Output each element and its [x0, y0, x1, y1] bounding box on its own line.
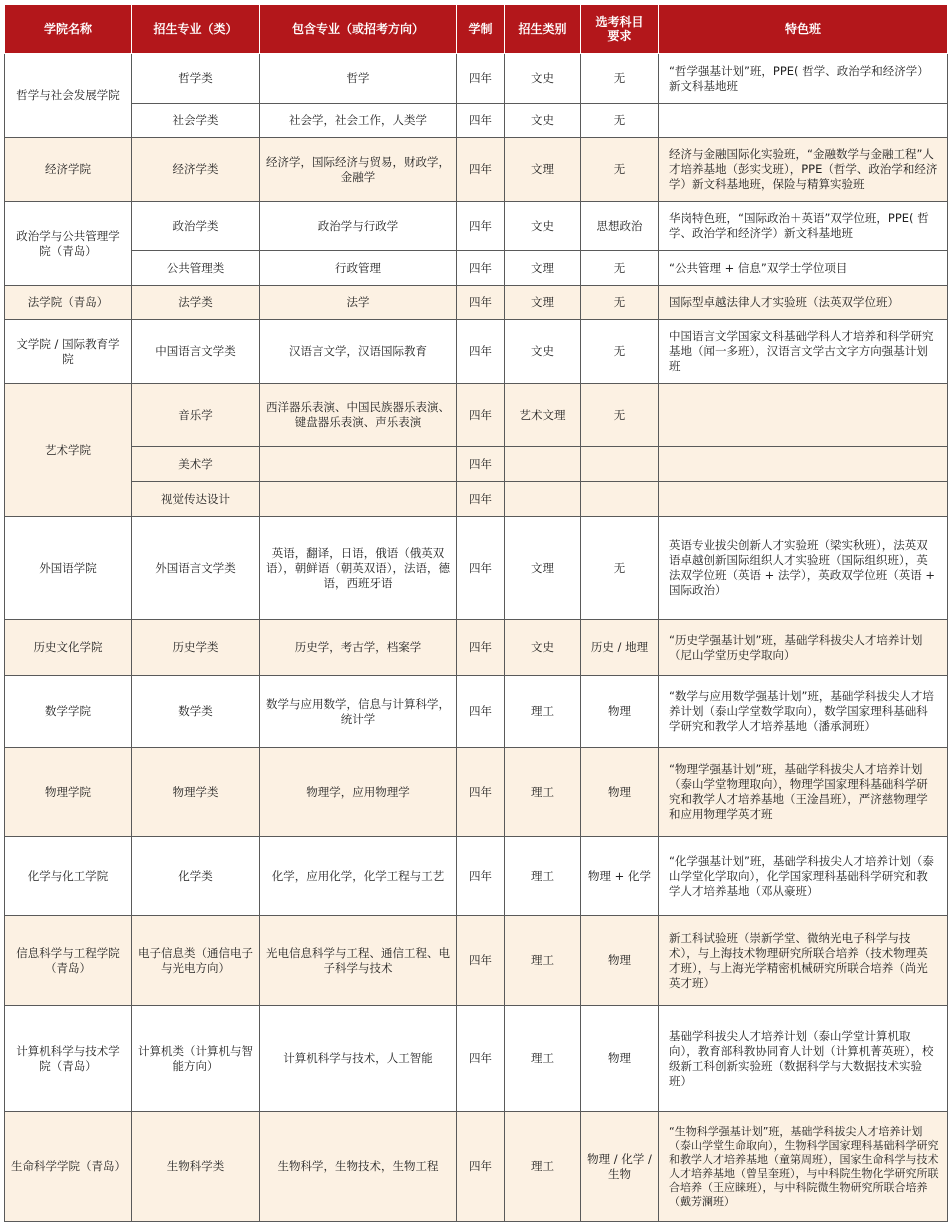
includes-cell: [260, 482, 457, 517]
header-category: 招生类别: [505, 5, 581, 54]
major-cell: 电子信息类（通信电子与光电方向）: [132, 916, 260, 1006]
category-cell: 文史: [505, 104, 581, 138]
includes-cell: 物理学，应用物理学: [260, 748, 457, 837]
subjects-cell: 无: [581, 138, 659, 202]
major-cell: 物理学类: [132, 748, 260, 837]
feature-cell: “公共管理 + 信息”双学士学位项目: [659, 251, 948, 286]
table-row: [5, 54, 948, 104]
header-college: 学院名称: [5, 5, 132, 54]
college-cell: 艺术学院: [5, 384, 132, 517]
major-cell: 哲学类: [132, 54, 260, 104]
admissions-table: [4, 4, 948, 1222]
duration-cell: 四年: [457, 1112, 505, 1222]
includes-cell: 汉语言文学，汉语国际教育: [260, 320, 457, 384]
feature-cell: “哲学强基计划”班，PPE( 哲学、政治学和经济学）新文科基地班: [659, 54, 948, 104]
duration-cell: 四年: [457, 138, 505, 202]
major-cell: 法学类: [132, 286, 260, 320]
duration-cell: 四年: [457, 54, 505, 104]
feature-cell: 华岗特色班，“国际政治＋英语”双学位班，PPE( 哲学、政治学和经济学）新文科基地班: [659, 202, 948, 251]
duration-cell: 四年: [457, 251, 505, 286]
feature-cell: 新工科试验班（崇新学堂、微纳光电子科学与技术），与上海技术物理研究所联合培养（技术物理英才班），与上海光学精密机械研究所联合培养（尚光英才班）: [659, 916, 948, 1006]
table-row: [5, 251, 948, 286]
major-cell: 数学类: [132, 676, 260, 748]
includes-cell: [260, 447, 457, 482]
includes-cell: 政治学与行政学: [260, 202, 457, 251]
duration-cell: 四年: [457, 916, 505, 1006]
feature-cell: 中国语言文学国家文科基础学科人才培养和科学研究基地（闻一多班），汉语言文学古文字方向强基计划班: [659, 320, 948, 384]
category-cell: 理工: [505, 1112, 581, 1222]
duration-cell: 四年: [457, 748, 505, 837]
table-row: [5, 104, 948, 138]
college-cell: 生命科学学院（青岛）: [5, 1112, 132, 1222]
college-cell: 哲学与社会发展学院: [5, 54, 132, 138]
subjects-cell: 物理 / 化学 / 生物: [581, 1112, 659, 1222]
category-cell: 文理: [505, 286, 581, 320]
includes-cell: 历史学，考古学，档案学: [260, 620, 457, 676]
feature-cell: “生物科学强基计划”班，基础学科拔尖人才培养计划（泰山学堂生命取向），生物科学国家理科基础科学研究和教学人才培养基地（童第周班），国家生命科学与技术人才培养基地（曾呈奎班），与中科院生物化学研究所联合培养（王应睐班），与中科院微生物研究所联合培养（戴芳澜班）: [659, 1112, 948, 1222]
college-cell: 数学学院: [5, 676, 132, 748]
table-row: [5, 138, 948, 202]
duration-cell: 四年: [457, 320, 505, 384]
table-row: [5, 1112, 948, 1222]
major-cell: 音乐学: [132, 384, 260, 447]
includes-cell: 数学与应用数学，信息与计算科学，统计学: [260, 676, 457, 748]
major-cell: 经济学类: [132, 138, 260, 202]
category-cell: 艺术文理: [505, 384, 581, 447]
category-cell: 文史: [505, 202, 581, 251]
table-row: [5, 837, 948, 916]
category-cell: 文史: [505, 620, 581, 676]
major-cell: 历史学类: [132, 620, 260, 676]
subjects-cell: 物理: [581, 916, 659, 1006]
header-major: 招生专业（类）: [132, 5, 260, 54]
feature-cell: 国际型卓越法律人才实验班（法英双学位班）: [659, 286, 948, 320]
duration-cell: 四年: [457, 837, 505, 916]
subjects-cell: 历史 / 地理: [581, 620, 659, 676]
college-cell: 经济学院: [5, 138, 132, 202]
feature-cell: 英语专业拔尖创新人才实验班（梁实秋班），法英双语卓越创新国际组织人才实验班（国际组织班），英法双学位班（英语 + 法学），英政双学位班（英语 + 国际政治）: [659, 517, 948, 620]
subjects-cell: 无: [581, 384, 659, 447]
category-cell: 理工: [505, 748, 581, 837]
subjects-cell: 物理: [581, 676, 659, 748]
table-row: [5, 482, 948, 517]
includes-cell: 经济学，国际经济与贸易，财政学，金融学: [260, 138, 457, 202]
duration-cell: 四年: [457, 104, 505, 138]
duration-cell: 四年: [457, 676, 505, 748]
includes-cell: 法学: [260, 286, 457, 320]
category-cell: 文史: [505, 54, 581, 104]
major-cell: 中国语言文学类: [132, 320, 260, 384]
category-cell: 理工: [505, 837, 581, 916]
feature-cell: [659, 447, 948, 482]
duration-cell: 四年: [457, 202, 505, 251]
subjects-cell: [581, 482, 659, 517]
table-row: [5, 202, 948, 251]
subjects-cell: 物理: [581, 748, 659, 837]
includes-cell: 光电信息科学与工程、通信工程、电子科学与技术: [260, 916, 457, 1006]
table-row: [5, 320, 948, 384]
table-row: [5, 676, 948, 748]
duration-cell: 四年: [457, 1006, 505, 1112]
feature-cell: [659, 104, 948, 138]
college-cell: 历史文化学院: [5, 620, 132, 676]
subjects-cell: 思想政治: [581, 202, 659, 251]
subjects-cell: 无: [581, 517, 659, 620]
subjects-cell: 无: [581, 286, 659, 320]
duration-cell: 四年: [457, 447, 505, 482]
category-cell: 理工: [505, 916, 581, 1006]
subjects-cell: 无: [581, 54, 659, 104]
major-cell: 社会学类: [132, 104, 260, 138]
college-cell: 计算机科学与技术学院（青岛）: [5, 1006, 132, 1112]
header-row: [5, 5, 948, 54]
duration-cell: 四年: [457, 384, 505, 447]
includes-cell: 行政管理: [260, 251, 457, 286]
includes-cell: 英语，翻译，日语，俄语（俄英双语），朝鲜语（朝英双语），法语，德语，西班牙语: [260, 517, 457, 620]
table-row: [5, 620, 948, 676]
category-cell: 理工: [505, 676, 581, 748]
subjects-cell: 物理 + 化学: [581, 837, 659, 916]
table-row: [5, 916, 948, 1006]
major-cell: 计算机类（计算机与智能方向）: [132, 1006, 260, 1112]
duration-cell: 四年: [457, 620, 505, 676]
category-cell: 文理: [505, 138, 581, 202]
major-cell: 美术学: [132, 447, 260, 482]
subjects-cell: 无: [581, 251, 659, 286]
feature-cell: “物理学强基计划”班，基础学科拔尖人才培养计划（泰山学堂物理取向），物理学国家理科基础科学研究和教学人才培养基地（王淦昌班），严济慈物理学和应用物理学英才班: [659, 748, 948, 837]
includes-cell: 计算机科学与技术，人工智能: [260, 1006, 457, 1112]
feature-cell: 经济与金融国际化实验班，“金融数学与金融工程”人才培养基地（彭实戈班），PPE（哲学、政治学和经济学）新文科基地班，保险与精算实验班: [659, 138, 948, 202]
major-cell: 公共管理类: [132, 251, 260, 286]
table-row: [5, 447, 948, 482]
table-row: [5, 384, 948, 447]
college-cell: 物理学院: [5, 748, 132, 837]
major-cell: 政治学类: [132, 202, 260, 251]
college-cell: 化学与化工学院: [5, 837, 132, 916]
major-cell: 视觉传达设计: [132, 482, 260, 517]
includes-cell: 哲学: [260, 54, 457, 104]
table-row: [5, 748, 948, 837]
category-cell: [505, 447, 581, 482]
category-cell: [505, 482, 581, 517]
header-duration: 学制: [457, 5, 505, 54]
duration-cell: 四年: [457, 517, 505, 620]
table-row: [5, 517, 948, 620]
feature-cell: “数学与应用数学强基计划”班，基础学科拔尖人才培养计划（泰山学堂数学取向），数学国家理科基础科学研究和教学人才培养基地（潘承洞班）: [659, 676, 948, 748]
header-includes: 包含专业（或招考方向）: [260, 5, 457, 54]
feature-cell: “历史学强基计划”班，基础学科拔尖人才培养计划（尼山学堂历史学取向）: [659, 620, 948, 676]
duration-cell: 四年: [457, 286, 505, 320]
includes-cell: 社会学，社会工作，人类学: [260, 104, 457, 138]
major-cell: 化学类: [132, 837, 260, 916]
category-cell: 文史: [505, 320, 581, 384]
major-cell: 生物科学类: [132, 1112, 260, 1222]
college-cell: 文学院 / 国际教育学院: [5, 320, 132, 384]
subjects-cell: 物理: [581, 1006, 659, 1112]
subjects-cell: 无: [581, 104, 659, 138]
college-cell: 外国语学院: [5, 517, 132, 620]
duration-cell: 四年: [457, 482, 505, 517]
subjects-cell: 无: [581, 320, 659, 384]
category-cell: 文理: [505, 517, 581, 620]
feature-cell: 基础学科拔尖人才培养计划（泰山学堂计算机取向），教育部科教协同育人计划（计算机菁英班），校级新工科创新实验班（数据科学与大数据技术实验班）: [659, 1006, 948, 1112]
college-cell: 政治学与公共管理学院（青岛）: [5, 202, 132, 286]
feature-cell: “化学强基计划”班，基础学科拔尖人才培养计划（泰山学堂化学取向），化学国家理科基础科学研究和教学人才培养基地（邓从豪班）: [659, 837, 948, 916]
feature-cell: [659, 482, 948, 517]
includes-cell: 化学，应用化学，化学工程与工艺: [260, 837, 457, 916]
feature-cell: [659, 384, 948, 447]
category-cell: 理工: [505, 1006, 581, 1112]
table-row: [5, 1006, 948, 1112]
includes-cell: 生物科学，生物技术，生物工程: [260, 1112, 457, 1222]
college-cell: 法学院（青岛）: [5, 286, 132, 320]
category-cell: 文理: [505, 251, 581, 286]
includes-cell: 西洋器乐表演、中国民族器乐表演、键盘器乐表演、声乐表演: [260, 384, 457, 447]
subjects-cell: [581, 447, 659, 482]
college-cell: 信息科学与工程学院（青岛）: [5, 916, 132, 1006]
header-feature: 特色班: [659, 5, 948, 54]
major-cell: 外国语言文学类: [132, 517, 260, 620]
header-subjects: 选考科目要求: [581, 5, 659, 54]
table-row: [5, 286, 948, 320]
